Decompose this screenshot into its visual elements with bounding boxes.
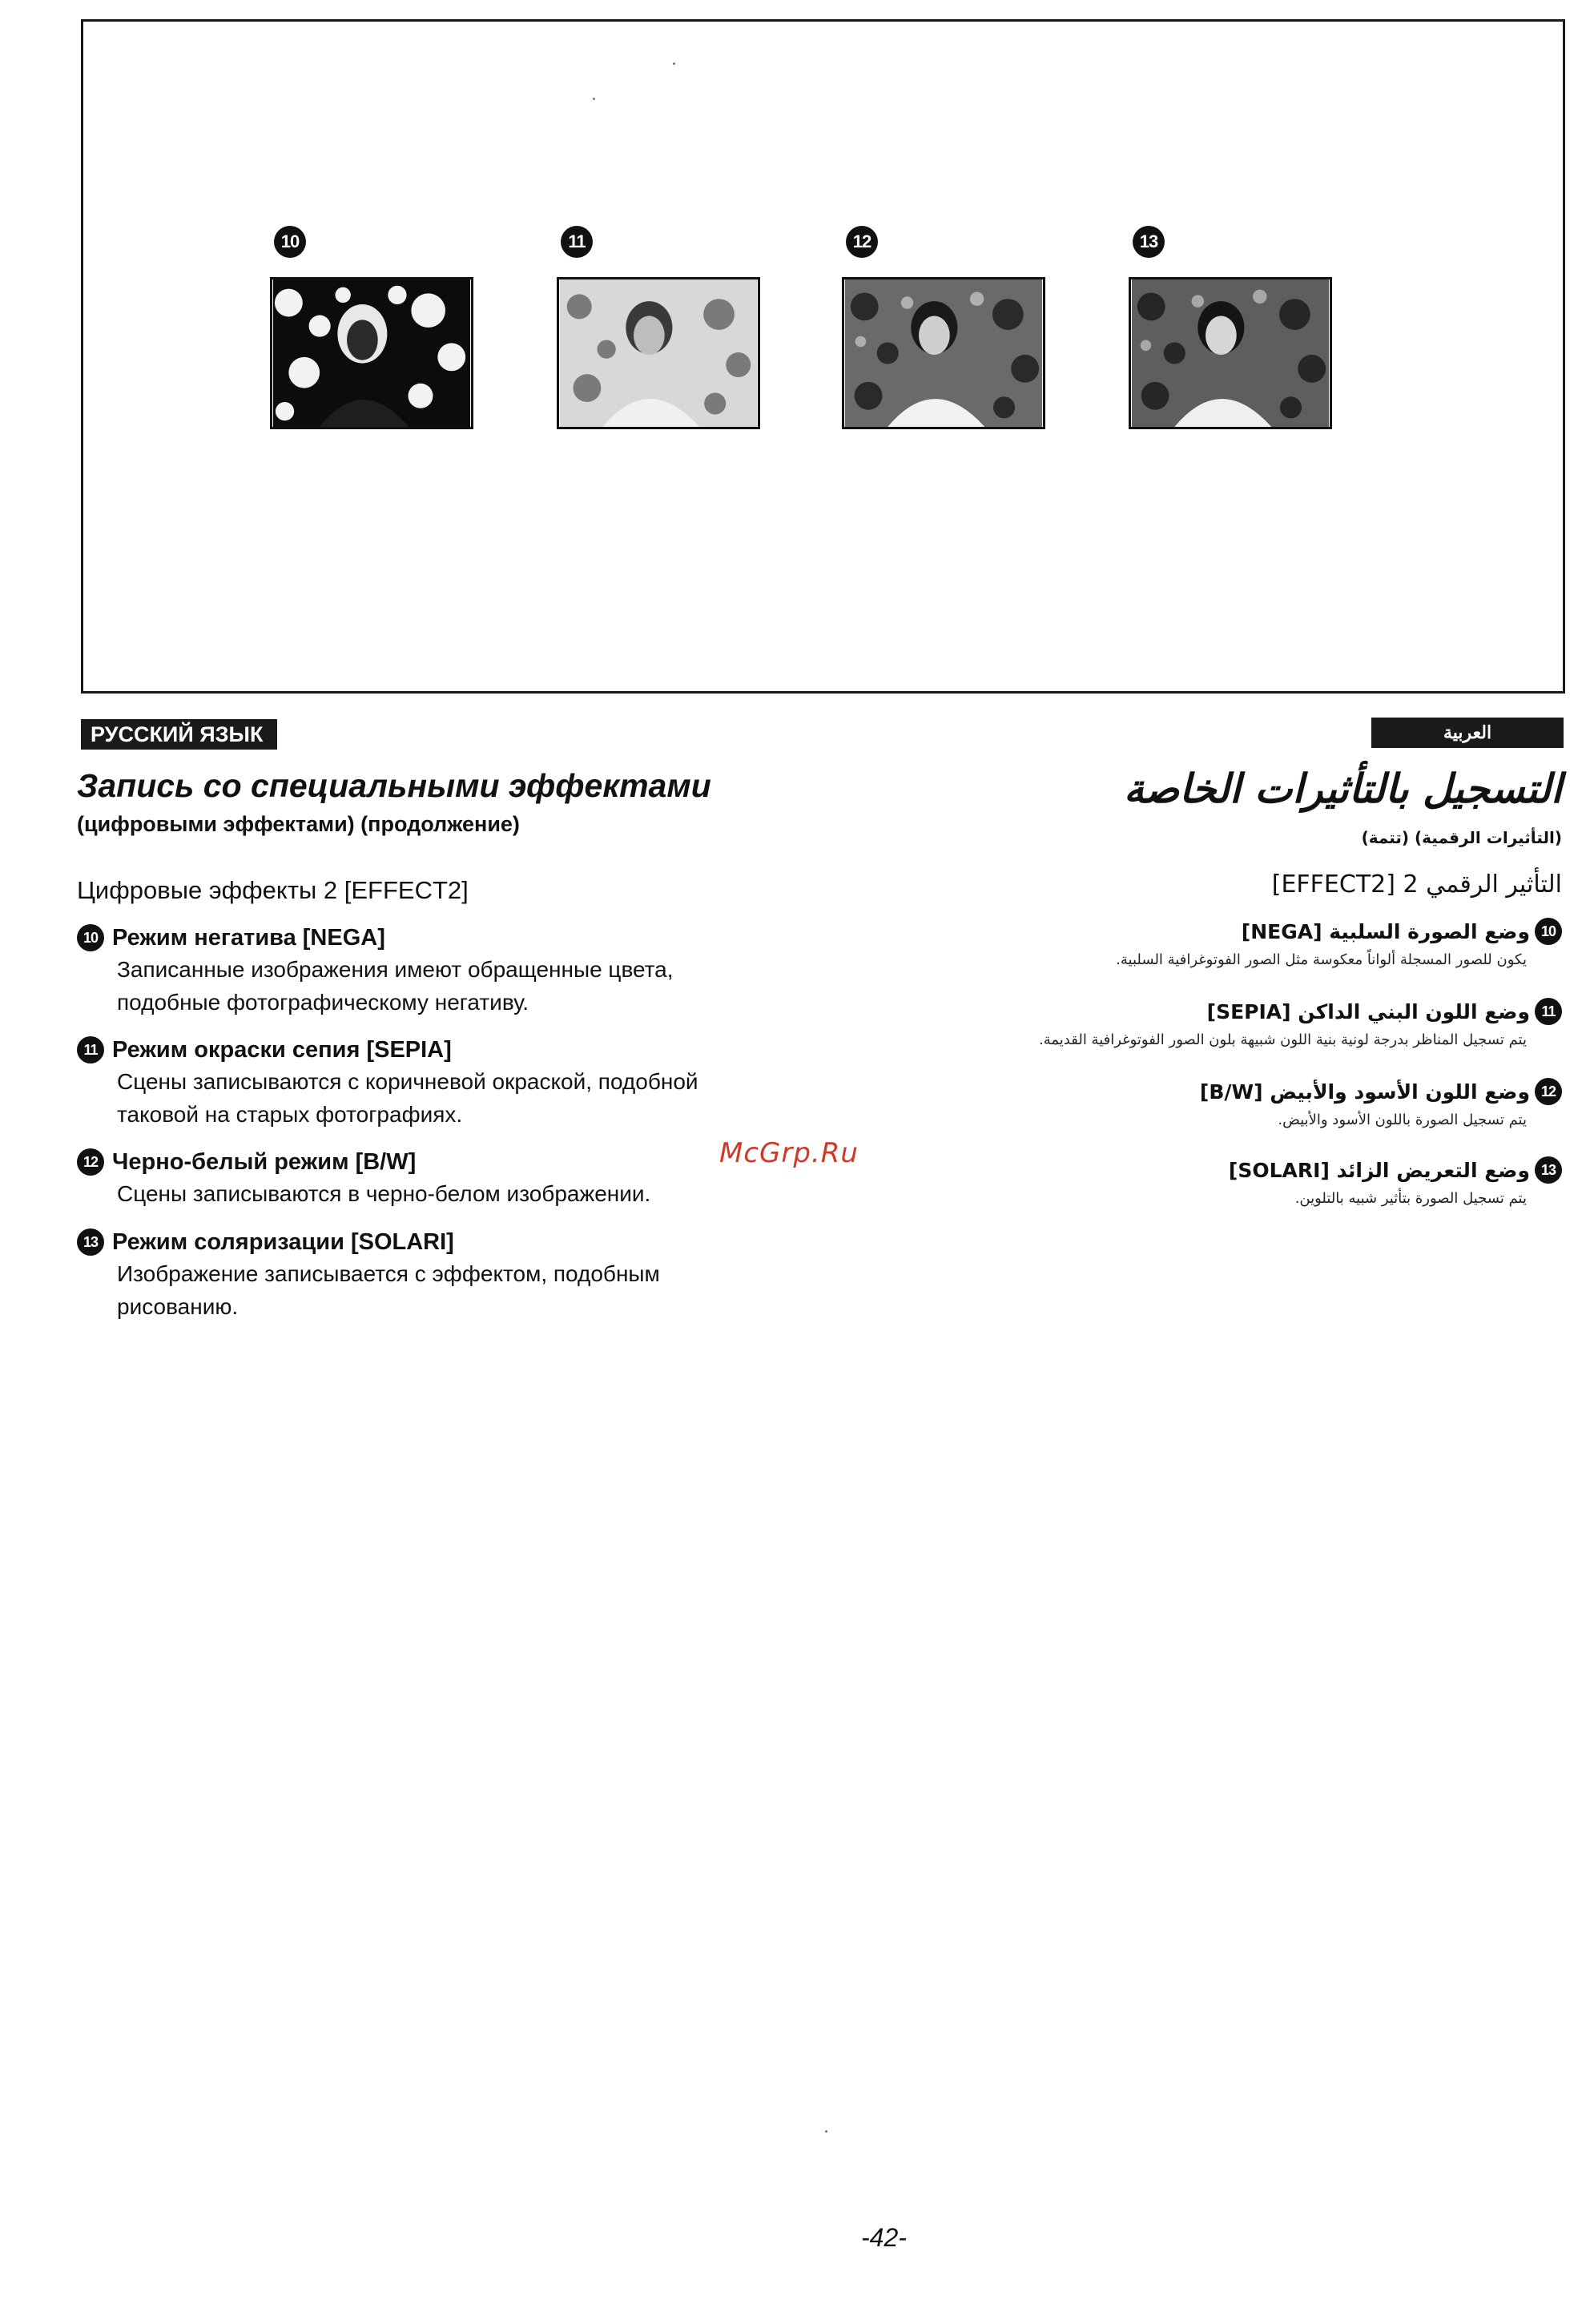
item-heading: Режим негатива [NEGA]: [112, 924, 385, 951]
item-number-badge: 10: [1535, 918, 1562, 945]
arabic-item-sepia: [905, 998, 1562, 1048]
item-number-badge: 12: [77, 1148, 104, 1176]
item-description: Изображение записывается с эффектом, подобным рисованию.: [117, 1261, 660, 1319]
item-description: يتم تسجيل المناظر بدرجة لونية بنية اللون شبيهة بلون الصور الفوتوغرافية القديمة.: [1039, 1031, 1527, 1048]
russian-section-heading: Цифровые эффекты 2 [EFFECT2]: [77, 876, 469, 904]
item-description: Сцены записываются в черно-белом изображении.: [117, 1181, 651, 1206]
item-description: يتم تسجيل الصورة باللون الأسود والأبيض.: [1278, 1112, 1527, 1128]
russian-item-nega: [77, 924, 846, 1019]
item-heading: وضع اللون الأسود والأبيض [B/W]: [1199, 1080, 1530, 1104]
photo-badge-10: 10: [274, 226, 306, 258]
item-description: يتم تسجيل الصورة بتأثير شبيه بالتلوين.: [1294, 1190, 1527, 1207]
item-number-badge: 11: [77, 1036, 104, 1063]
arabic-subtitle: (التأثيرات الرقمية) (تتمة): [1361, 828, 1562, 847]
item-heading: وضع التعريض الزائد [SOLARI]: [1228, 1158, 1530, 1182]
russian-item-solari: [77, 1228, 846, 1323]
item-description: Записанные изображения имеют обращенные цвета, подобные фотографическому негативу.: [117, 957, 674, 1015]
item-heading: Черно-белый режим [B/W]: [112, 1148, 417, 1175]
photo-sepia: [557, 277, 760, 429]
arabic-section-heading: التأثير الرقمي 2 [EFFECT2]: [1271, 870, 1562, 899]
photo-badge-13: 13: [1133, 226, 1165, 258]
russian-subtitle: (цифровыми эффектами) (продолжение): [77, 812, 520, 836]
photo-solari-image: [1131, 279, 1330, 427]
language-tag-arabic: العربية: [1371, 718, 1564, 748]
item-heading: وضع اللون البني الداكن [SEPIA]: [1206, 999, 1530, 1023]
arabic-item-bw: [905, 1078, 1562, 1128]
photo-sepia-image: [559, 279, 758, 427]
arabic-title: التسجيل بالتأثيرات الخاصة: [1123, 766, 1562, 812]
scan-speck: [673, 62, 675, 65]
watermark: McGrp.Ru: [719, 1137, 859, 1169]
photo-bw: [842, 277, 1045, 429]
russian-item-sepia: [77, 1036, 846, 1131]
arabic-item-solari: [905, 1156, 1562, 1207]
item-heading: Режим соляризации [SOLARI]: [112, 1228, 454, 1255]
item-description: Сцены записываются с коричневой окраской, подобной таковой на старых фотографиях.: [117, 1069, 698, 1127]
photo-solari: [1129, 277, 1332, 429]
item-number-badge: 10: [77, 924, 104, 951]
arabic-item-nega: [905, 918, 1562, 968]
item-number-badge: 11: [1535, 998, 1562, 1025]
page-number: -42-: [861, 2223, 907, 2252]
item-heading: وضع الصورة السلبية [NEGA]: [1241, 919, 1530, 943]
item-number-badge: 13: [77, 1228, 104, 1256]
photo-nega: [270, 277, 473, 429]
item-number-badge: 12: [1535, 1078, 1562, 1105]
photo-bw-image: [844, 279, 1043, 427]
photo-badge-12: 12: [846, 226, 878, 258]
language-tag-russian: РУССКИЙ ЯЗЫК: [81, 719, 277, 750]
russian-title: Запись со специальными эффектами: [77, 767, 711, 804]
scan-speck: [825, 2130, 827, 2133]
item-heading: Режим окраски сепия [SEPIA]: [112, 1036, 452, 1063]
item-description: يكون للصور المسجلة ألواناً معكوسة مثل الصور الفوتوغرافية السلبية.: [1116, 951, 1527, 968]
photo-badge-11: 11: [561, 226, 593, 258]
photo-nega-image: [272, 279, 471, 427]
item-number-badge: 13: [1535, 1156, 1562, 1184]
scan-speck: [593, 98, 595, 100]
